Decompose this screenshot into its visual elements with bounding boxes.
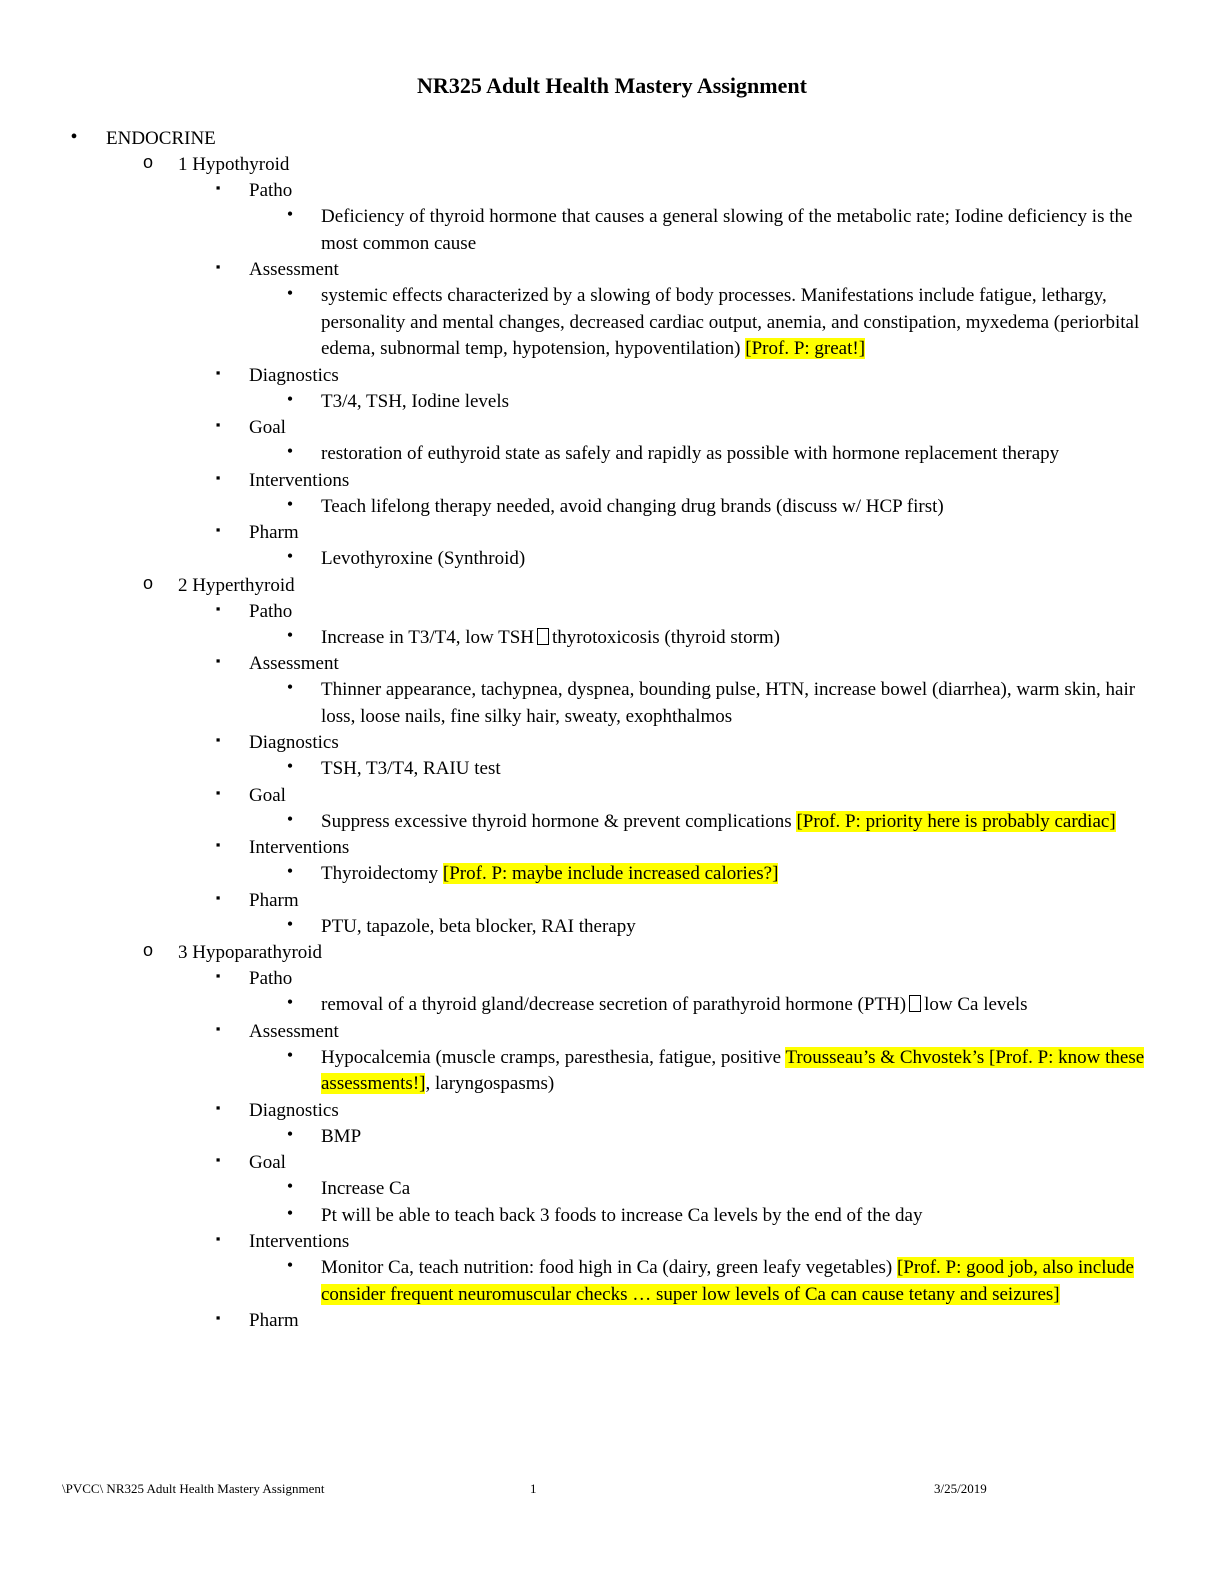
outline-item-text [249, 651, 1224, 677]
professor-comment-highlight: Trousseau’s & Chvostek’s [Prof. P: know these assessments!] [321, 1046, 1145, 1094]
text-run: T3/4, TSH, Iodine levels [321, 390, 510, 412]
outline-item-level-3 [0, 730, 1224, 756]
outline-item-level-3 [0, 966, 1224, 992]
outline-item-text [249, 1019, 1224, 1045]
outline-item-text [249, 363, 1224, 389]
text-run: ENDOCRINE [106, 128, 216, 149]
outline-item-text [321, 625, 1146, 652]
bullet-icon: ▪ [215, 837, 221, 852]
outline-item-level-3 [0, 363, 1224, 389]
text-run: Interventions [249, 837, 350, 858]
text-run: Goal [249, 784, 286, 806]
outline-item-level-3 [0, 651, 1224, 677]
outline-item-text [321, 992, 1146, 1019]
text-run: Assessment [249, 1020, 339, 1042]
outline-item-level-2 [0, 940, 1224, 966]
outline-item-text [249, 468, 1224, 494]
bullet-icon: • [286, 1123, 294, 1144]
outline-item-text [321, 861, 1146, 888]
outline-item-text [249, 1150, 1224, 1176]
bullet-icon: ▪ [215, 1310, 221, 1325]
footer-date: 3/25/2019 [934, 1481, 987, 1496]
bullet-icon: ▪ [215, 364, 221, 380]
text-run: thyrotoxicosis (thyroid storm) [552, 626, 780, 648]
outline-item-level-4 [0, 441, 1224, 468]
outline-item-text [178, 573, 1224, 599]
text-run: Monitor Ca, teach nutrition: food high in Ca (dairy, green leafy vegetables) [321, 1257, 897, 1278]
text-run: Increase in T3/T4, low TSH [321, 626, 535, 648]
text-run: Interventions [249, 469, 350, 491]
outline-item-level-4 [0, 677, 1224, 730]
bullet-icon: ▪ [215, 522, 221, 537]
text-run: Levothyroxine (Synthroid) [321, 548, 526, 569]
outline-item-text [249, 966, 1224, 992]
bullet-icon: • [286, 624, 294, 645]
missing-glyph-arrow-icon [909, 995, 921, 1012]
bullet-icon: ▪ [215, 417, 221, 432]
text-run: Pharm [249, 889, 299, 911]
bullet-icon: • [286, 756, 294, 776]
outline-item-text [106, 126, 1224, 152]
outline-item-text [249, 1229, 1224, 1255]
text-run: Patho [249, 180, 293, 201]
text-run: Pharm [249, 1310, 299, 1331]
bullet-icon: o [142, 940, 153, 960]
outline-item-level-4 [0, 546, 1224, 573]
footer-page-number: 1 [530, 1481, 537, 1496]
text-run: TSH, T3/T4, RAIU test [321, 758, 501, 779]
outline-item-text [249, 1308, 1224, 1334]
missing-glyph-arrow-icon [537, 628, 549, 645]
bullet-icon: • [286, 992, 294, 1012]
outline-item-level-3 [0, 783, 1224, 809]
bullet-icon: • [286, 546, 294, 566]
outline-item-text [249, 730, 1224, 756]
outline-item-text [321, 809, 1146, 836]
outline-item-text [249, 257, 1224, 283]
outline-item-level-3 [0, 415, 1224, 441]
outline-item-level-4 [0, 389, 1224, 416]
outline-item-level-4 [0, 625, 1224, 652]
text-run: removal of a thyroid gland/decrease secretion of parathyroid hormone (PTH) [321, 994, 907, 1015]
outline-item-text [249, 888, 1224, 914]
outline-item-text [321, 283, 1146, 363]
bullet-icon: • [286, 283, 294, 303]
text-run: Diagnostics [249, 732, 339, 753]
document-outline [0, 126, 1224, 1334]
bullet-icon: ▪ [215, 259, 221, 274]
text-run: Interventions [249, 1231, 350, 1252]
text-run: Goal [249, 417, 286, 438]
outline-item-text [321, 204, 1146, 257]
bullet-icon: ▪ [215, 784, 221, 800]
professor-comment-highlight: [Prof. P: maybe include increased calories?] [442, 863, 779, 884]
bullet-icon: ▪ [215, 968, 221, 983]
text-run: 3 Hypoparathyroid [178, 942, 323, 963]
outline-item-text [321, 677, 1146, 730]
text-run: Goal [249, 1152, 286, 1173]
text-run: BMP [321, 1125, 362, 1147]
text-run: restoration of euthyroid state as safely and rapidly as possible with hormone replacement therapy [321, 443, 1060, 464]
outline-item-text [249, 835, 1224, 861]
text-run: , laryngospasms) [425, 1073, 555, 1094]
outline-item-text [321, 1203, 1146, 1230]
outline-item-level-3 [0, 888, 1224, 914]
outline-item-text [321, 1255, 1146, 1308]
text-run: Assessment [249, 653, 339, 674]
text-run: Deficiency of thyroid hormone that causes a general slowing of the metabolic rate; Iodine deficiency is the most common cause [321, 206, 1133, 254]
bullet-icon: • [286, 861, 294, 881]
text-run: Pt will be able to teach back 3 foods to increase Ca levels by the end of the day [321, 1204, 923, 1226]
bullet-icon: ▪ [215, 653, 221, 668]
page-title: NR325 Adult Health Mastery Assignment [417, 73, 807, 98]
bullet-icon: • [286, 913, 294, 934]
outline-item-text [321, 494, 1146, 521]
outline-item-text [249, 178, 1224, 204]
outline-item-level-3 [0, 468, 1224, 494]
outline-item-text [321, 441, 1146, 468]
outline-item-level-4 [0, 756, 1224, 783]
bullet-icon: • [70, 126, 78, 148]
outline-item-level-4 [0, 992, 1224, 1019]
professor-comment-highlight: [Prof. P: priority here is probably cardiac] [796, 810, 1116, 832]
bullet-icon: ▪ [215, 1152, 221, 1167]
outline-item-text [249, 783, 1224, 809]
bullet-icon: • [286, 493, 294, 514]
outline-item-level-3 [0, 1150, 1224, 1176]
bullet-icon: ▪ [215, 600, 221, 616]
outline-item-text [321, 1176, 1146, 1203]
bullet-icon: ▪ [215, 1099, 221, 1115]
text-run: Teach lifelong therapy needed, avoid changing drug brands (discuss w/ HCP first) [321, 495, 944, 517]
outline-item-level-3 [0, 1098, 1224, 1124]
outline-item-level-3 [0, 1229, 1224, 1255]
text-run: low Ca levels [924, 994, 1028, 1015]
bullet-icon: • [286, 677, 294, 697]
text-run: Suppress excessive thyroid hormone & prevent complications [321, 810, 797, 832]
outline-item-text [249, 415, 1224, 441]
text-run: Patho [249, 600, 293, 622]
bullet-icon: • [286, 1255, 294, 1275]
outline-item-text [249, 520, 1224, 546]
outline-item-text [321, 1124, 1146, 1151]
outline-item-text [249, 1098, 1224, 1124]
text-run: 1 Hypothyroid [178, 154, 290, 175]
bullet-icon: • [286, 1044, 294, 1065]
text-run: Patho [249, 968, 293, 989]
text-run: Thyroidectomy [321, 863, 443, 884]
text-run: Diagnostics [249, 1099, 339, 1121]
outline-item-level-3 [0, 257, 1224, 283]
text-run: Increase Ca [321, 1178, 411, 1199]
outline-item-level-4 [0, 1176, 1224, 1203]
outline-item-level-3 [0, 178, 1224, 204]
outline-item-level-4 [0, 809, 1224, 836]
outline-item-text [321, 1045, 1146, 1098]
bullet-icon: • [286, 441, 294, 461]
bullet-icon: ▪ [215, 1231, 221, 1246]
outline-item-level-2 [0, 573, 1224, 599]
bullet-icon: ▪ [215, 469, 221, 485]
outline-item-level-4 [0, 861, 1224, 888]
outline-item-level-3 [0, 599, 1224, 625]
outline-item-level-4 [0, 1045, 1224, 1098]
professor-comment-highlight: [Prof. P: great!] [745, 338, 866, 359]
outline-item-level-4 [0, 1124, 1224, 1151]
bullet-icon: o [142, 572, 153, 593]
text-run: systemic effects characterized by a slowing of body processes. Manifestations include fatigue, lethargy, personality and mental changes, decreased cardiac output, anemia, and constipation, myxedema (periorbital edema, subnormal temp, hypotension, hypoventilation) [321, 285, 1140, 359]
outline-item-level-4 [0, 283, 1224, 363]
outline-item-level-4 [0, 1203, 1224, 1230]
outline-item-level-4 [0, 494, 1224, 521]
text-run: PTU, tapazole, beta blocker, RAI therapy [321, 915, 636, 937]
outline-item-level-1 [0, 126, 1224, 152]
outline-item-text [321, 756, 1146, 783]
text-run: Hypocalcemia (muscle cramps, paresthesia, fatigue, positive [321, 1046, 786, 1068]
bullet-icon: ▪ [215, 1020, 221, 1036]
outline-item-level-3 [0, 835, 1224, 861]
bullet-icon: • [286, 1202, 294, 1223]
text-run: Pharm [249, 522, 299, 543]
bullet-icon: • [286, 204, 294, 224]
bullet-icon: ▪ [215, 180, 221, 195]
bullet-icon: ▪ [215, 889, 221, 905]
text-run: Assessment [249, 259, 339, 280]
outline-item-level-3 [0, 520, 1224, 546]
bullet-icon: • [286, 808, 294, 829]
bullet-icon: ▪ [215, 732, 221, 747]
outline-item-level-3 [0, 1308, 1224, 1334]
outline-item-text [321, 546, 1146, 573]
bullet-icon: o [142, 152, 153, 172]
outline-item-level-4 [0, 1255, 1224, 1308]
outline-item-level-3 [0, 1019, 1224, 1045]
outline-item-text [321, 389, 1146, 416]
outline-item-level-2 [0, 152, 1224, 178]
outline-item-text [178, 940, 1224, 966]
text-run: Diagnostics [249, 364, 339, 386]
bullet-icon: • [286, 1176, 294, 1196]
outline-item-text [178, 152, 1224, 178]
bullet-icon: • [286, 388, 294, 409]
outline-item-text [249, 599, 1224, 625]
outline-item-text [321, 914, 1146, 941]
professor-comment-highlight: [Prof. P: good job, also include consider frequent neuromuscular checks … super low levels of Ca can cause tetany and seizures] [321, 1257, 1134, 1305]
outline-item-level-4 [0, 204, 1224, 257]
text-run: 2 Hyperthyroid [178, 574, 295, 596]
text-run: Thinner appearance, tachypnea, dyspnea, bounding pulse, HTN, increase bowel (diarrhea), warm skin, hair loss, loose nails, fine silky hair, sweaty, exophthalmos [321, 679, 1136, 727]
outline-item-level-4 [0, 914, 1224, 941]
footer-file-path: \PVCC\ NR325 Adult Health Mastery Assignment [62, 1481, 325, 1496]
